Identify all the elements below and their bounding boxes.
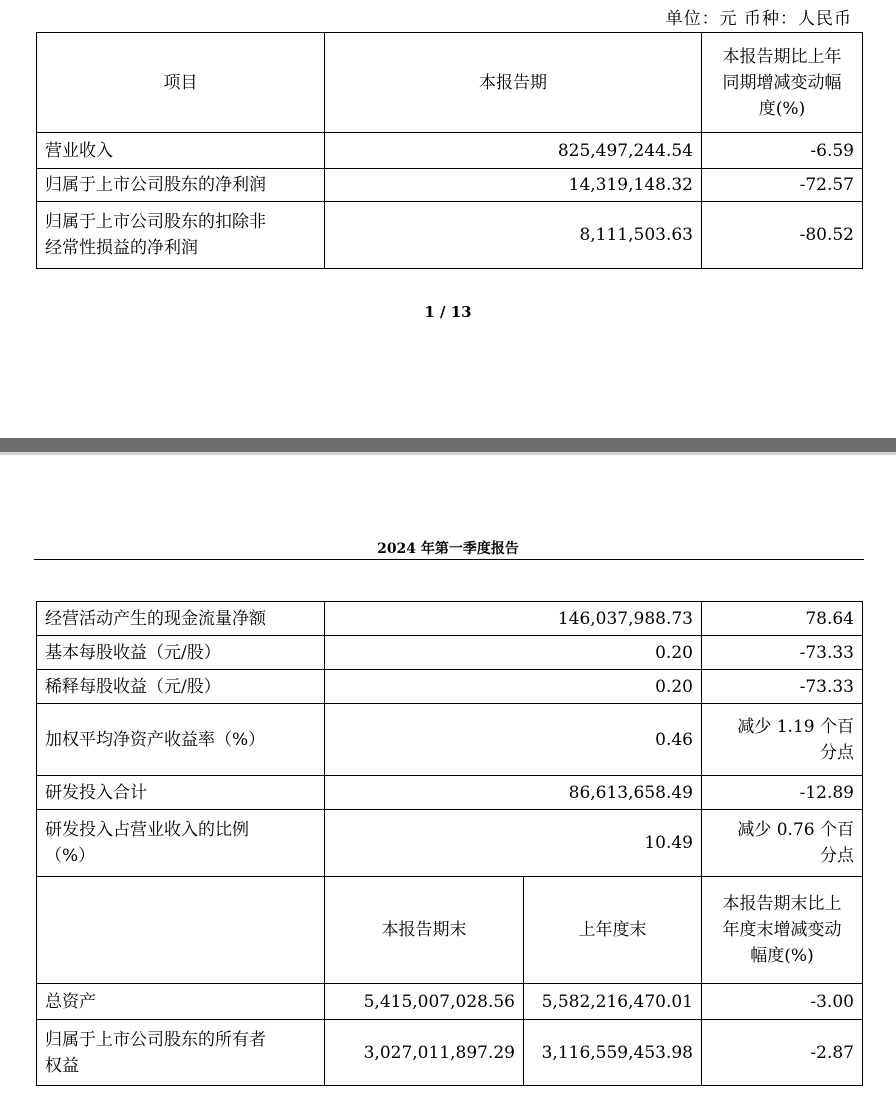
header-change: 本报告期末比上 年度末增减变动 幅度(%) [702,877,863,984]
financial-table-part2 [36,601,863,1086]
table-row [37,984,863,1020]
table-row [37,169,863,202]
row-value: 14,319,148.32 [325,169,702,202]
row-change: 78.64 [702,602,863,636]
row-label: 归属于上市公司股东的扣除非 经常性损益的净利润 [37,202,325,269]
row-change: -2.87 [702,1020,863,1086]
row-label: 归属于上市公司股东的所有者 权益 [37,1020,325,1086]
header-item: 项目 [37,33,325,133]
row-label: 基本每股收益（元/股） [37,636,325,670]
row-value: 825,497,244.54 [325,133,702,169]
row-label: 稀释每股收益（元/股） [37,670,325,704]
header-prior-year-end: 上年度末 [524,877,702,984]
row-change: 减少 1.19 个百 分点 [702,704,863,776]
row-change: 减少 0.76 个百 分点 [702,810,863,877]
row-label: 研发投入占营业收入的比例 （%） [37,810,325,877]
table-row [37,602,863,636]
row-label: 归属于上市公司股东的净利润 [37,169,325,202]
row-period-end: 5,415,007,028.56 [325,984,524,1020]
row-value: 86,613,658.49 [325,776,702,810]
row-value: 0.20 [325,636,702,670]
row-label: 营业收入 [37,133,325,169]
row-value: 10.49 [325,810,702,877]
table-row [37,776,863,810]
unit-currency-note: 单位：元 币种：人民币 [665,9,852,29]
table-header-row [37,33,863,133]
row-change: -12.89 [702,776,863,810]
page-header-title: 2024 年第一季度报告 [377,541,519,557]
header-rule [34,559,864,560]
row-label: 研发投入合计 [37,776,325,810]
row-change: -3.00 [702,984,863,1020]
header-yoy-change: 本报告期比上年 同期增减变动幅 度(%) [702,33,863,133]
table-row [37,810,863,877]
table-row [37,1020,863,1086]
row-change: -72.57 [702,169,863,202]
row-change: -73.33 [702,636,863,670]
header-current-period: 本报告期 [325,33,702,133]
row-value: 146,037,988.73 [325,602,702,636]
table-row [37,704,863,776]
row-value: 8,111,503.63 [325,202,702,269]
row-label: 总资产 [37,984,325,1020]
row-label: 加权平均净资产收益率（%） [37,704,325,776]
page-number: 1 / 13 [424,303,472,321]
row-change: -73.33 [702,670,863,704]
row-period-end: 3,027,011,897.29 [325,1020,524,1086]
row-prior-year-end: 5,582,216,470.01 [524,984,702,1020]
row-label: 经营活动产生的现金流量净额 [37,602,325,636]
row-change: -6.59 [702,133,863,169]
table-row [37,636,863,670]
table-row [37,202,863,269]
header-empty [37,877,325,984]
row-value: 0.20 [325,670,702,704]
header-period-end: 本报告期末 [325,877,524,984]
table-row [37,133,863,169]
financial-table-part1 [36,32,863,269]
table-row [37,670,863,704]
balance-header-row [37,877,863,984]
row-prior-year-end: 3,116,559,453.98 [524,1020,702,1086]
row-value: 0.46 [325,704,702,776]
row-change: -80.52 [702,202,863,269]
page-break-divider [0,438,896,452]
